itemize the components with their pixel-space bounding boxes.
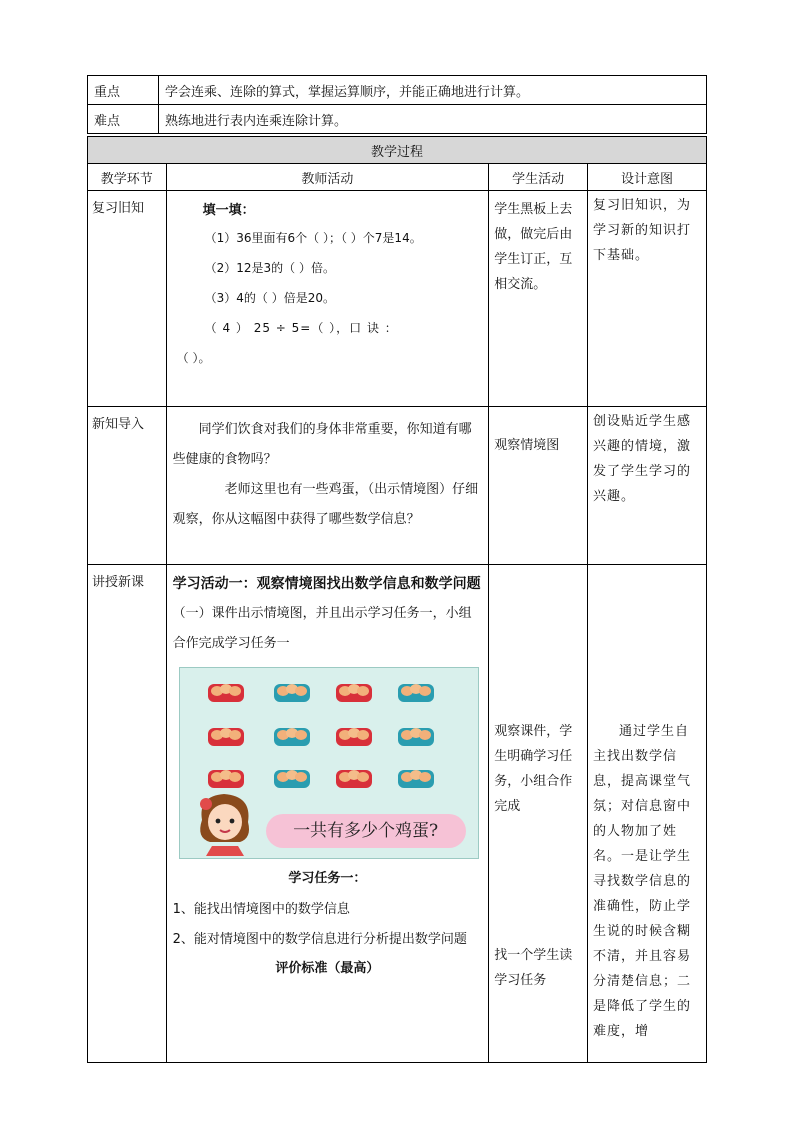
fill-item-2: （2）12是3的（ ）倍。 [204,261,335,275]
fill-item-1: （1）36里面有6个（ ）；（ ）个7是14。 [204,231,422,245]
girl-icon [190,790,260,856]
activity-title: 学习活动一：观察情境图找出数学信息和数学问题 [172,576,481,592]
lesson-student-activity-2: 找一个学生读学习任务 [494,948,573,988]
column-header-row [88,164,707,191]
activity-step-1: （一）课件出示情境图，并且出示学习任务一，小组合作完成学习任务一 [172,606,472,651]
lesson-student [489,565,588,1063]
intro-paragraph-1: 同学们饮食对我们的身体非常重要，你知道有哪些健康的食物吗？ [172,422,472,467]
column-teacher: 教师活动 [166,164,489,191]
key-point-label: 重点 [88,76,159,105]
review-intent: 复习旧知识，为学习新的知识打下基础。 [588,191,707,407]
egg-scene-illustration [179,667,479,859]
difficult-point-text: 熟练地进行表内连乘连除计算。 [159,105,707,134]
intro-paragraph-2: 老师这里也有一些鸡蛋，（出示情境图）仔细观察，你从这幅图中获得了哪些数学信息？ [172,482,479,527]
process-title: 教学过程 [88,137,707,164]
column-stage: 教学环节 [88,164,167,191]
review-teacher [166,191,489,407]
lesson-teacher [166,565,489,1063]
intro-teacher [166,407,489,565]
lesson-stage: 讲授新课 [88,565,167,1063]
column-student: 学生活动 [489,164,588,191]
objectives-table [87,75,707,134]
process-table [87,136,707,1063]
review-row [88,191,707,407]
lesson-intent: 通过学生自主找出数学信息，提高课堂气氛；对信息窗中的人物加了姓名。一是让学生寻找数学信息的准确性，防止学生说的时候含糊不清，并且容易分清楚信息；二是降低了学生的难度，增 [588,565,707,1063]
fill-item-4: （ 4 ） 25 ÷ 5=（ ），口 诀 ： [204,321,398,335]
task-item-1: 1、能找出情境图中的数学信息 [172,902,350,917]
difficult-point-label: 难点 [88,105,159,134]
key-point-row [88,76,707,105]
key-point-text: 学会连乘、连除的算式，掌握运算顺序，并能正确地进行计算。 [159,76,707,105]
intro-row [88,407,707,565]
difficult-point-row [88,105,707,134]
lesson-row [88,565,707,1063]
fill-item-3: （3）4的（ ）倍是20。 [204,291,335,305]
review-stage: 复习旧知 [88,191,167,407]
intro-student: 观察情境图 [489,407,588,565]
intro-intent: 创设贴近学生感兴趣的情境，激发了学生学习的兴趣。 [588,407,707,565]
rubric-title: 评价标准（最高） [275,961,380,976]
column-intent: 设计意图 [588,164,707,191]
fill-title: 填一填： [202,203,255,218]
review-student: 学生黑板上去做，做完后由学生订正，互相交流。 [489,191,588,407]
fill-item-4-cont: （ ）。 [176,351,211,365]
process-title-row [88,137,707,164]
intro-stage: 新知导入 [88,407,167,565]
lesson-student-activity-1: 观察课件，学生明确学习任务，小组合作完成 [494,724,573,814]
task-title: 学习任务一： [288,871,367,886]
speech-bubble: 一共有多少个鸡蛋? [266,814,466,848]
task-item-2: 2、能对情境图中的数学信息进行分析提出数学问题 [172,932,467,947]
